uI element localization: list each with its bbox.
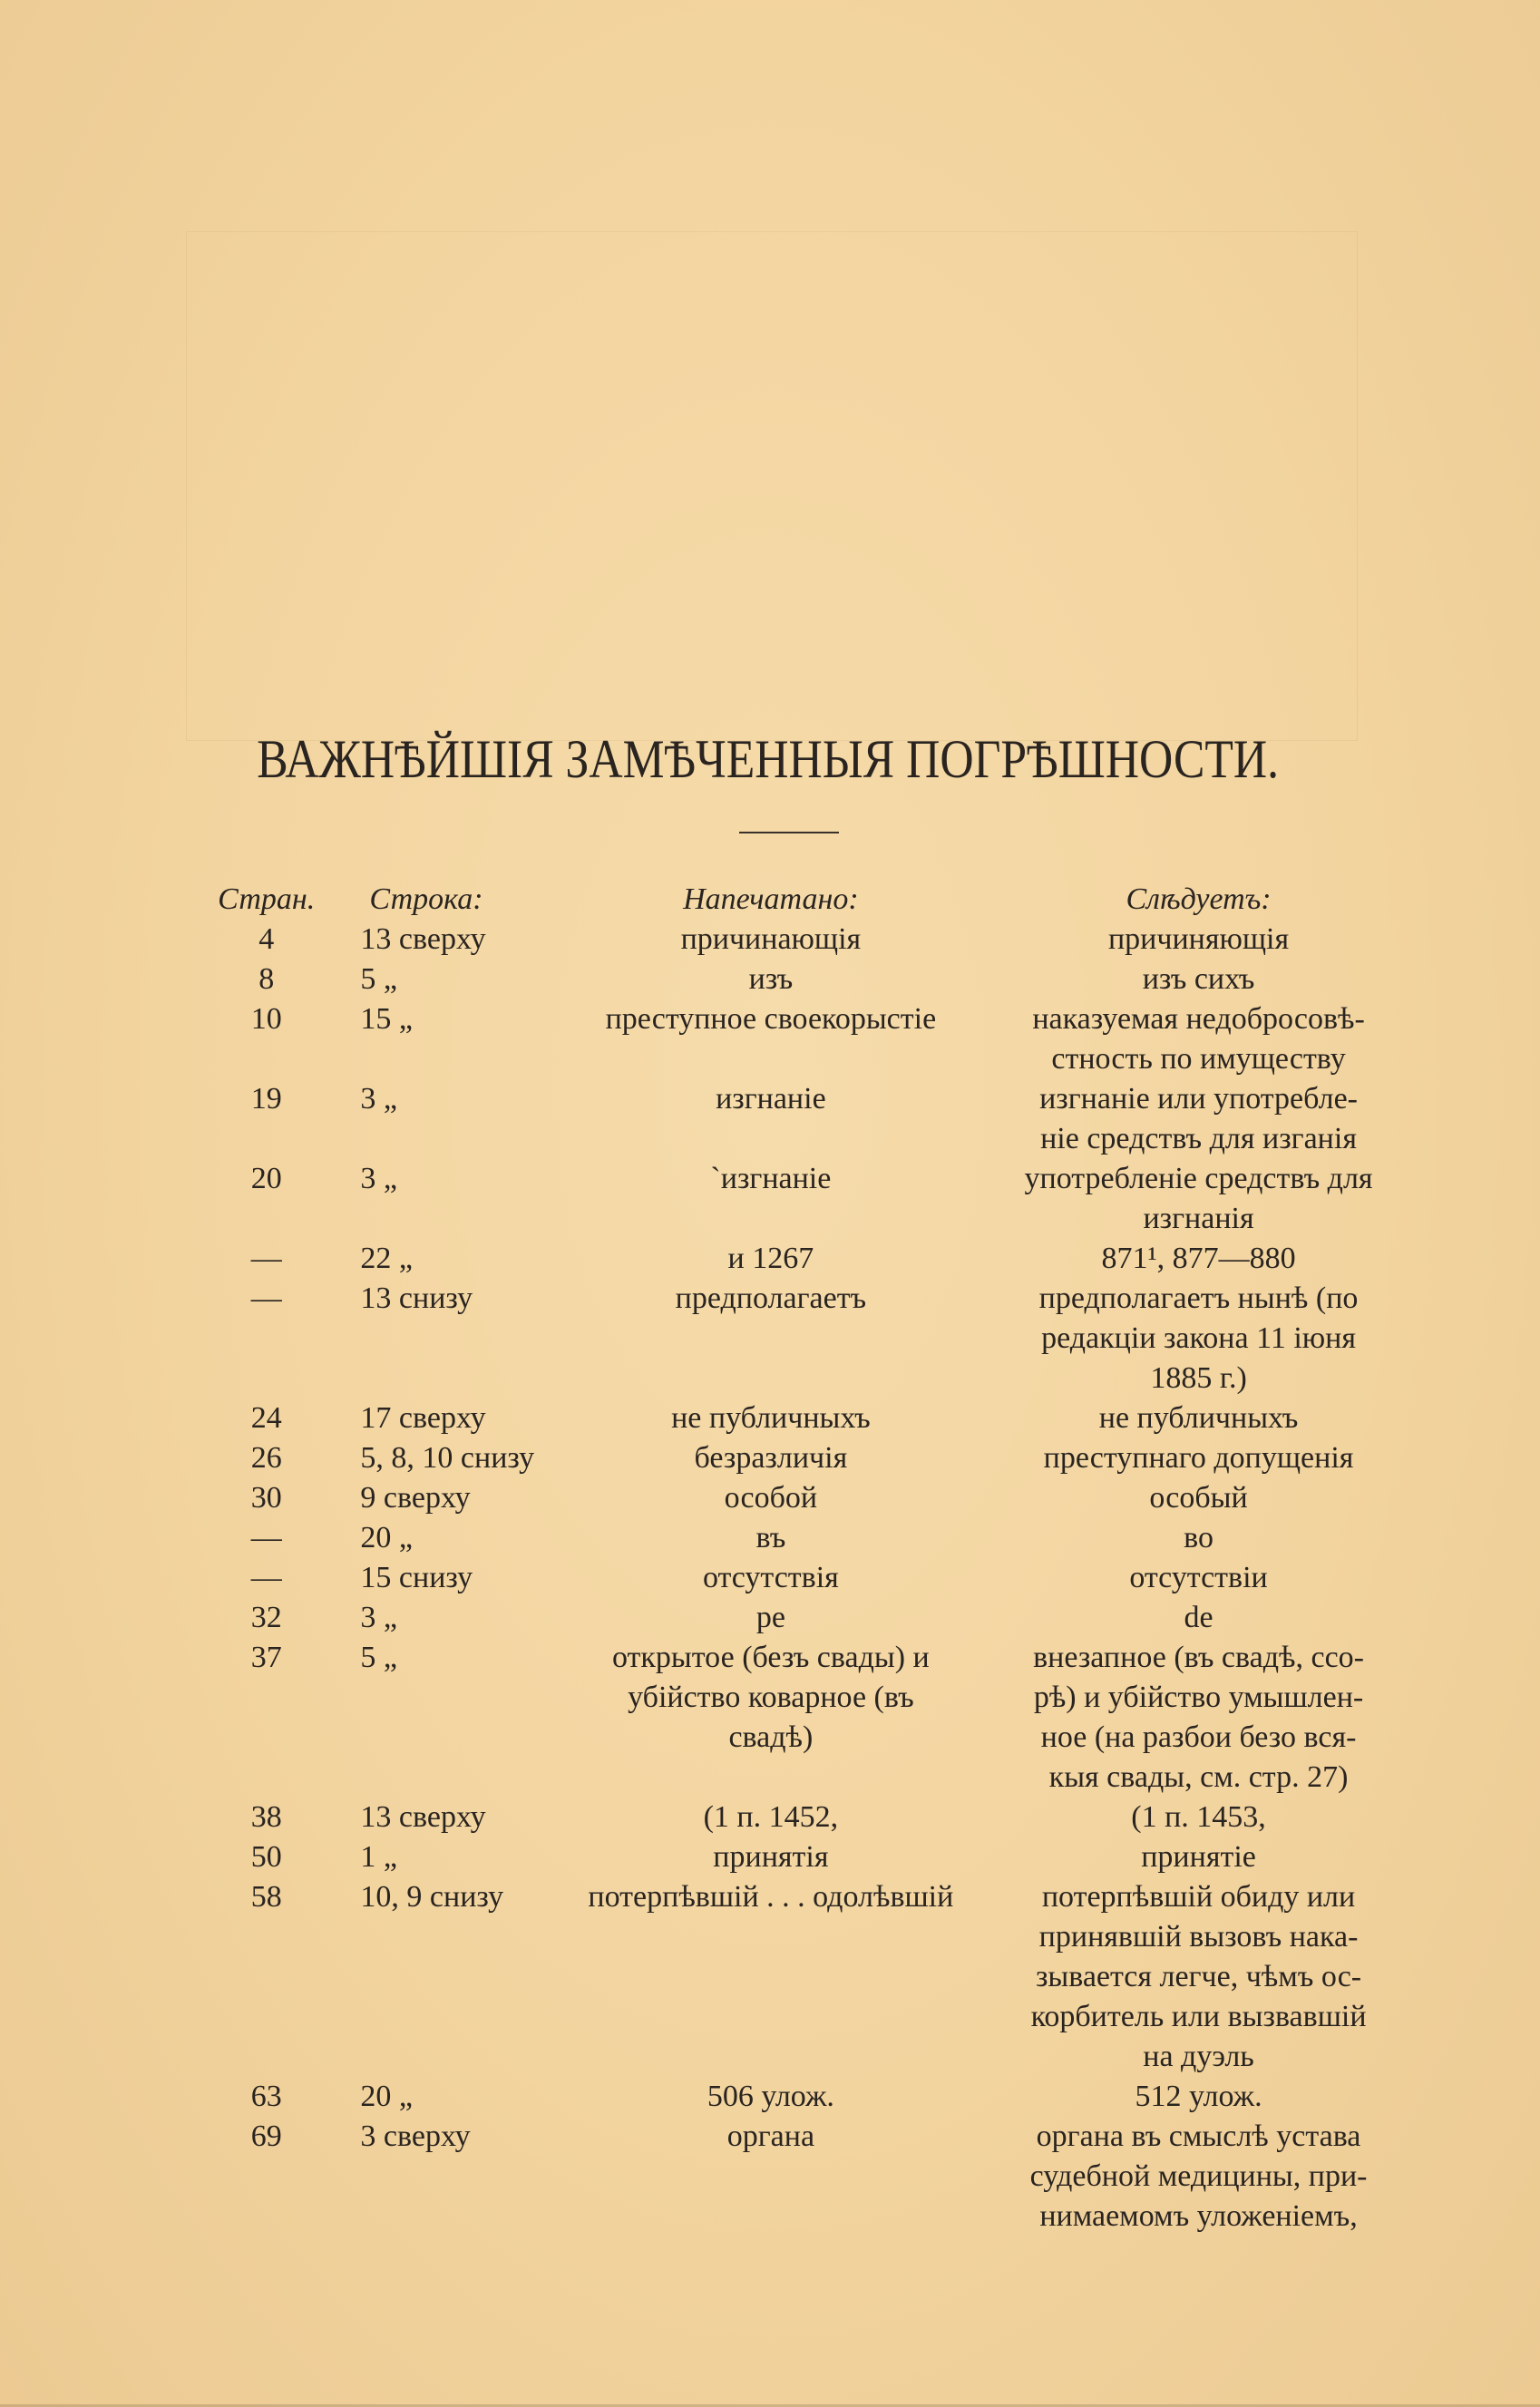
errata-correct-cell	[991, 1478, 1406, 1518]
correct-text-line: de	[1184, 1601, 1213, 1634]
printed-text-line: ре	[755, 1601, 785, 1634]
correct-text-line: употребленіе средствъ для	[1024, 1162, 1373, 1195]
header-printed: Напечатано:	[683, 882, 859, 916]
errata-page-number: 8	[258, 962, 275, 996]
errata-printed-cell	[551, 2117, 991, 2236]
errata-line-ref: 15 „	[360, 1002, 414, 1036]
errata-page-number: —	[250, 1561, 282, 1594]
errata-correct-cell	[991, 999, 1406, 1079]
errata-row	[190, 2077, 1406, 2117]
errata-row	[190, 1877, 1406, 2077]
errata-printed-cell	[551, 1079, 991, 1159]
errata-page-number: 24	[250, 1401, 282, 1435]
errata-page-number: 20	[250, 1162, 282, 1195]
errata-line-ref: 15 снизу	[360, 1561, 473, 1594]
printed-text-line: преступное своекорыстіе	[605, 1002, 937, 1036]
header-correct: Слѣдуетъ:	[1126, 882, 1272, 916]
errata-row	[190, 1438, 1406, 1478]
errata-printed-cell	[551, 920, 991, 960]
errata-correct-cell	[991, 1239, 1406, 1279]
printed-text-line: (1 п. 1452,	[703, 1800, 839, 1834]
correct-text-line: 871¹, 877—880	[1101, 1242, 1296, 1275]
printed-text-line: предполагаетъ	[675, 1281, 867, 1315]
correct-text-line: редакціи закона 11 іюня	[1041, 1321, 1356, 1355]
correct-text-line: ніе средствъ для изганія	[1040, 1122, 1357, 1155]
errata-body	[190, 920, 1406, 2236]
errata-row	[190, 2117, 1406, 2236]
errata-page-number: 30	[250, 1481, 282, 1515]
errata-row	[190, 1558, 1406, 1598]
correct-text-line: особый	[1149, 1481, 1248, 1515]
errata-correct-cell	[991, 2117, 1406, 2236]
errata-correct-cell	[991, 1398, 1406, 1438]
errata-correct-cell	[991, 920, 1406, 960]
correct-text-line: преступнаго допущенія	[1043, 1441, 1354, 1475]
correct-text-line: изгнаніе или употребле-	[1039, 1082, 1358, 1116]
correct-text-line: отсутствіи	[1129, 1561, 1268, 1594]
errata-row	[190, 960, 1406, 999]
errata-page-number: —	[250, 1521, 282, 1554]
correct-text-line: принявшій вызовъ нака-	[1038, 1920, 1359, 1954]
printed-text-line: и 1267	[727, 1242, 814, 1275]
errata-line-ref: 3 „	[360, 1082, 398, 1116]
errata-page-number: 19	[250, 1082, 282, 1116]
errata-correct-cell	[991, 1877, 1406, 2077]
errata-printed-cell	[551, 960, 991, 999]
correct-text-line: ное (на разбои безо вся-	[1040, 1720, 1357, 1754]
errata-row	[190, 1638, 1406, 1798]
errata-page-number: —	[250, 1242, 282, 1275]
correct-text-line: причиняющія	[1107, 922, 1290, 956]
printed-text-line: убійство коварное (въ	[628, 1681, 914, 1714]
errata-correct-cell	[991, 1079, 1406, 1159]
correct-text-line: внезапное (въ свадѣ, ссо-	[1033, 1641, 1364, 1674]
errata-line-ref: 17 сверху	[360, 1401, 486, 1435]
title-divider	[739, 832, 839, 833]
errata-printed-cell	[551, 1159, 991, 1239]
errata-printed-cell	[551, 1518, 991, 1558]
errata-page-number: 37	[250, 1641, 282, 1674]
correct-text-line: во	[1184, 1521, 1213, 1554]
correct-text-line: 1885 г.)	[1150, 1361, 1247, 1395]
errata-row	[190, 1518, 1406, 1558]
errata-row	[190, 1598, 1406, 1638]
errata-row	[190, 1398, 1406, 1438]
printed-text-line: причинающія	[680, 922, 862, 956]
errata-printed-cell	[551, 2077, 991, 2117]
errata-correct-cell	[991, 2077, 1406, 2117]
header-page: Стран.	[218, 882, 316, 916]
correct-text-line: нимаемомъ уложеніемъ,	[1039, 2199, 1358, 2233]
correct-text-line: (1 п. 1453,	[1131, 1800, 1266, 1834]
printed-text-line: изгнаніе	[716, 1082, 826, 1116]
errata-row	[190, 1478, 1406, 1518]
printed-text-line: потерпѣвшій . . . одолѣвшій	[588, 1880, 954, 1914]
errata-row	[190, 1837, 1406, 1877]
errata-printed-cell	[551, 1798, 991, 1837]
errata-line-ref: 13 снизу	[360, 1281, 473, 1315]
errata-line-ref: 3 сверху	[360, 2120, 471, 2153]
printed-text-line: отсутствія	[702, 1561, 839, 1594]
errata-page-number: 58	[250, 1880, 282, 1914]
errata-printed-cell	[551, 999, 991, 1079]
errata-line-ref: 20 „	[360, 1521, 414, 1554]
correct-text-line: рѣ) и убійство умышлен-	[1033, 1681, 1364, 1714]
correct-text-line: корбитель или вызвавшій	[1030, 2000, 1367, 2033]
errata-row	[190, 1279, 1406, 1398]
printed-text-line: принятія	[713, 1840, 829, 1874]
errata-line-ref: 5 „	[360, 962, 398, 996]
errata-correct-cell	[991, 1558, 1406, 1598]
errata-row	[190, 1798, 1406, 1837]
errata-line-ref: 3 „	[360, 1162, 398, 1195]
correct-text-line: не публичныхъ	[1098, 1401, 1299, 1435]
printed-text-line: открытое (безъ свады) и	[612, 1641, 930, 1674]
errata-printed-cell	[551, 1279, 991, 1398]
header-line: Строка:	[369, 882, 483, 916]
errata-correct-cell	[991, 1159, 1406, 1239]
errata-line-ref: 22 „	[360, 1242, 414, 1275]
correct-text-line: зывается легче, чѣмъ ос-	[1035, 1960, 1362, 1993]
errata-printed-cell	[551, 1877, 991, 2077]
errata-line-ref: 5 „	[360, 1641, 398, 1674]
errata-printed-cell	[551, 1478, 991, 1518]
errata-correct-cell	[991, 1837, 1406, 1877]
errata-page-number: 63	[250, 2080, 282, 2113]
errata-row	[190, 999, 1406, 1079]
errata-row	[190, 1159, 1406, 1239]
errata-correct-cell	[991, 1638, 1406, 1798]
errata-page-number: 4	[258, 922, 275, 956]
errata-correct-cell	[991, 1438, 1406, 1478]
page-title: ВАЖНѢЙШІЯ ЗАМѢЧЕННЫЯ ПОГРѢШНОСТИ.	[257, 729, 1280, 789]
correct-text-line: органа въ смыслѣ устава	[1036, 2120, 1361, 2153]
errata-line-ref: 10, 9 снизу	[360, 1880, 504, 1914]
printed-text-line: `изгнаніе	[710, 1162, 832, 1195]
errata-line-ref: 13 сверху	[360, 922, 486, 956]
errata-correct-cell	[991, 960, 1406, 999]
errata-page-number: 50	[250, 1840, 282, 1874]
errata-line-ref: 13 сверху	[360, 1800, 486, 1834]
correct-text-line: стность по имуществу	[1051, 1042, 1346, 1076]
errata-correct-cell	[991, 1798, 1406, 1837]
errata-printed-cell	[551, 1598, 991, 1638]
errata-page-number: 26	[250, 1441, 282, 1475]
errata-header-row	[190, 880, 1406, 920]
errata-correct-cell	[991, 1518, 1406, 1558]
errata-line-ref: 5, 8, 10 снизу	[360, 1441, 535, 1475]
printed-text-line: изъ	[748, 962, 794, 996]
errata-printed-cell	[551, 1837, 991, 1877]
correct-text-line: принятіе	[1141, 1840, 1256, 1874]
printed-text-line: въ	[755, 1521, 786, 1554]
correct-text-line: изъ сихъ	[1142, 962, 1255, 996]
errata-page-number: 38	[250, 1800, 282, 1834]
correct-text-line: потерпѣвшій обиду или	[1041, 1880, 1356, 1914]
errata-row	[190, 1239, 1406, 1279]
errata-line-ref: 9 сверху	[360, 1481, 471, 1515]
correct-text-line: изгнанія	[1143, 1202, 1254, 1235]
errata-row	[190, 920, 1406, 960]
errata-page-number: 10	[250, 1002, 282, 1036]
errata-line-ref: 3 „	[360, 1601, 398, 1634]
correct-text-line: предполагаетъ нынѣ (по	[1038, 1281, 1359, 1315]
correct-text-line: судебной медицины, при-	[1029, 2159, 1368, 2193]
errata-page-number: —	[250, 1281, 282, 1315]
printed-text-line: свадѣ)	[728, 1720, 814, 1754]
errata-line-ref: 1 „	[360, 1840, 398, 1874]
correct-text-line: 512 улож.	[1135, 2080, 1262, 2113]
errata-table	[190, 880, 1406, 2236]
printed-text-line: органа	[726, 2120, 815, 2153]
errata-printed-cell	[551, 1398, 991, 1438]
printed-text-line: особой	[724, 1481, 818, 1515]
printed-text-line: безразличія	[694, 1441, 848, 1475]
errata-printed-cell	[551, 1438, 991, 1478]
errata-correct-cell	[991, 1279, 1406, 1398]
printed-text-line: 506 улож.	[707, 2080, 834, 2113]
errata-printed-cell	[551, 1638, 991, 1798]
errata-page-number: 69	[250, 2120, 282, 2153]
correct-text-line: кыя свады, см. стр. 27)	[1048, 1760, 1349, 1794]
errata-correct-cell	[991, 1598, 1406, 1638]
errata-line-ref: 20 „	[360, 2080, 414, 2113]
errata-row	[190, 1079, 1406, 1159]
errata-printed-cell	[551, 1558, 991, 1598]
correct-text-line: наказуемая недобросовѣ-	[1032, 1002, 1365, 1036]
errata-printed-cell	[551, 1239, 991, 1279]
errata-page-number: 32	[250, 1601, 282, 1634]
printed-text-line: не публичныхъ	[671, 1401, 871, 1435]
correct-text-line: на дуэль	[1143, 2040, 1254, 2073]
